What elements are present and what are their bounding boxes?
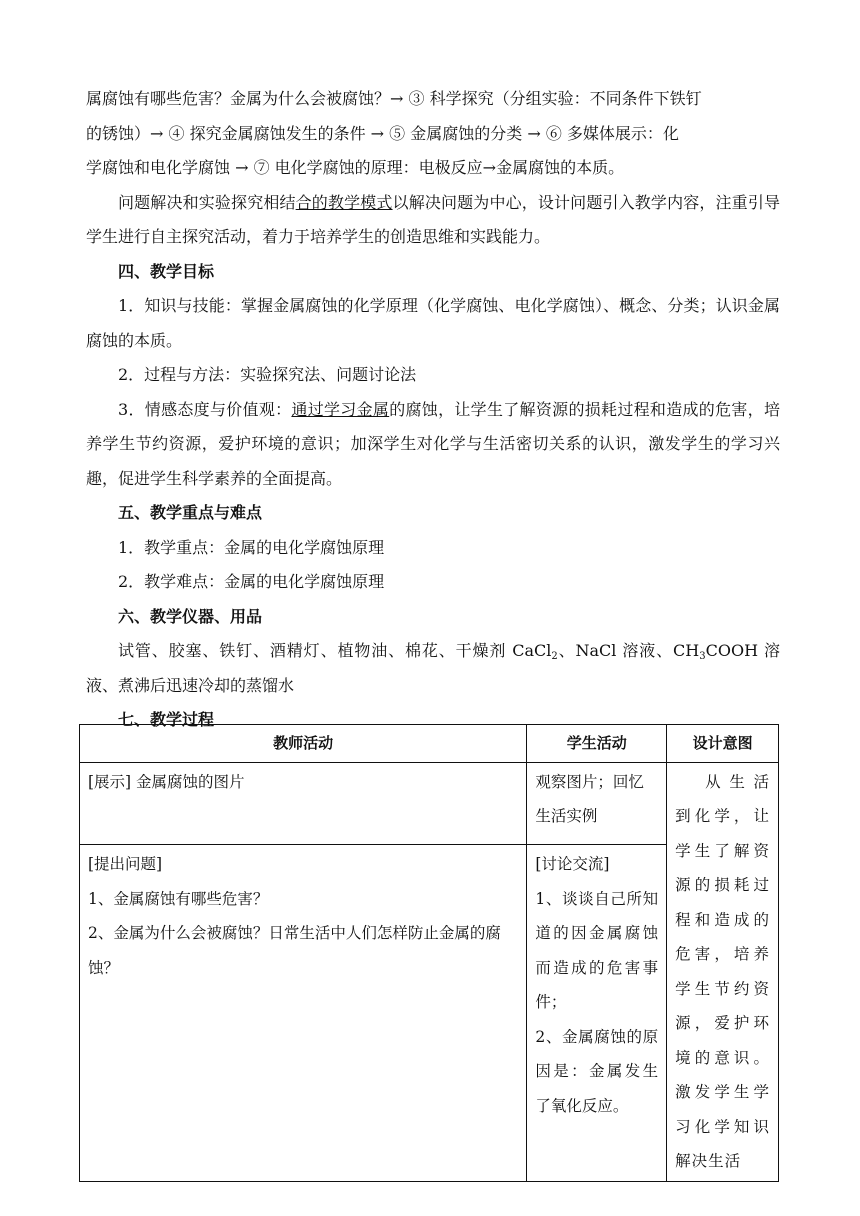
teacher-activity-cell: [展示] 金属腐蚀的图片 (80, 762, 527, 845)
teaching-process-table (79, 724, 779, 1182)
header-student-activity: 学生活动 (527, 725, 667, 763)
intro-line-3: 学腐蚀和电化学腐蚀 → ⑦ 电化学腐蚀的原理：电极反应→金属腐蚀的本质。 (86, 158, 625, 177)
teacher-question-2: 2、金属为什么会被腐蚀？日常生活中人们怎样防止金属的腐蚀？ (88, 924, 501, 977)
goal-emotion-pre: 3．情感态度与价值观： (118, 399, 292, 419)
materials-list (86, 634, 780, 703)
mode-text-underlined: 合的教学模式 (295, 192, 393, 212)
student-answer-2: 2、金属腐蚀的原因是：金属发生了氧化反应。 (535, 1027, 659, 1115)
section-6-heading: 六、教学仪器、用品 (118, 606, 263, 626)
student-answer-1: 1、谈谈自己所知道的因金属腐蚀而造成的危害事件； (535, 889, 659, 1012)
difficult-point: 2．教学难点：金属的电化学腐蚀原理 (118, 572, 385, 591)
materials-text-c: COOH 溶液、煮沸后迅速冷却的蒸馏水 (86, 641, 780, 695)
key-point: 1．教学重点：金属的电化学腐蚀原理 (118, 537, 385, 557)
section-7-heading: 七、教学过程 (118, 710, 215, 729)
goal-emotion (86, 393, 780, 497)
document-body (86, 82, 780, 738)
materials-sub-1: 2 (551, 651, 558, 662)
section-4-heading: 四、教学目标 (118, 261, 215, 281)
goal-process: 2．过程与方法：实验探究法、问题讨论法 (118, 365, 417, 384)
teacher-question-1: 1、金属腐蚀有哪些危害？ (88, 889, 269, 908)
materials-text-a: 试管、胶塞、铁钉、酒精灯、植物油、棉花、干燥剂 CaCl (118, 641, 552, 660)
table-header-row (80, 725, 779, 763)
goal-knowledge: 1．知识与技能：掌握金属腐蚀的化学原理（化学腐蚀、电化学腐蚀）、概念、分类；认识金属腐蚀的本质。 (86, 296, 780, 350)
design-intent-text: 从生活到化学，让学生了解资源的损耗过程和造成的危害，培养学生节约资源，爱护环境的意识。激发学生学习化学知识解决生活 (675, 772, 770, 1170)
mode-text-pre: 问题解决和实验探究相结 (118, 192, 296, 212)
design-intent-cell (667, 762, 779, 1181)
mode-text-post: 以解决问题为中心，设计问题引入教学内容，注重引导学生进行自主探究活动，着力于培养学生的创造思维和实践能力。 (86, 192, 780, 246)
student-activity-cell: 观察图片；回忆生活实例 (527, 762, 667, 845)
materials-sub-2: 3 (699, 651, 706, 662)
header-teacher-activity: 教师活动 (80, 725, 527, 763)
header-design-intent: 设计意图 (667, 725, 779, 763)
intro-line-1: 属腐蚀有哪些危害？金属为什么会被腐蚀？→ ③ 科学探究（分组实验：不同条件下铁钉 (86, 89, 702, 108)
goal-emotion-post: 的腐蚀，让学生了解资源的损耗过程和造成的危害，培养学生节约资源，爱护环境的意识；加深学生对化学与生活密切关系的认识，激发学生的学习兴趣，促进学生科学素养的全面提高。 (86, 399, 780, 488)
student-activity-cell (527, 845, 667, 1181)
teacher-question-label: [提出问题] (88, 855, 163, 874)
section-5-heading: 五、教学重点与难点 (118, 503, 263, 522)
student-discuss-label: [讨论交流] (535, 855, 610, 874)
teaching-mode-paragraph (86, 186, 780, 255)
intro-line-2: 的锈蚀）→ ④ 探究金属腐蚀发生的条件 → ⑤ 金属腐蚀的分类 → ⑥ 多媒体展示：化 (86, 123, 679, 143)
teacher-activity-cell (80, 845, 527, 1181)
goal-emotion-underlined: 通过学习金属 (291, 399, 390, 419)
table-row (80, 762, 779, 845)
materials-text-b: 、NaCl 溶液、CH (557, 641, 700, 660)
